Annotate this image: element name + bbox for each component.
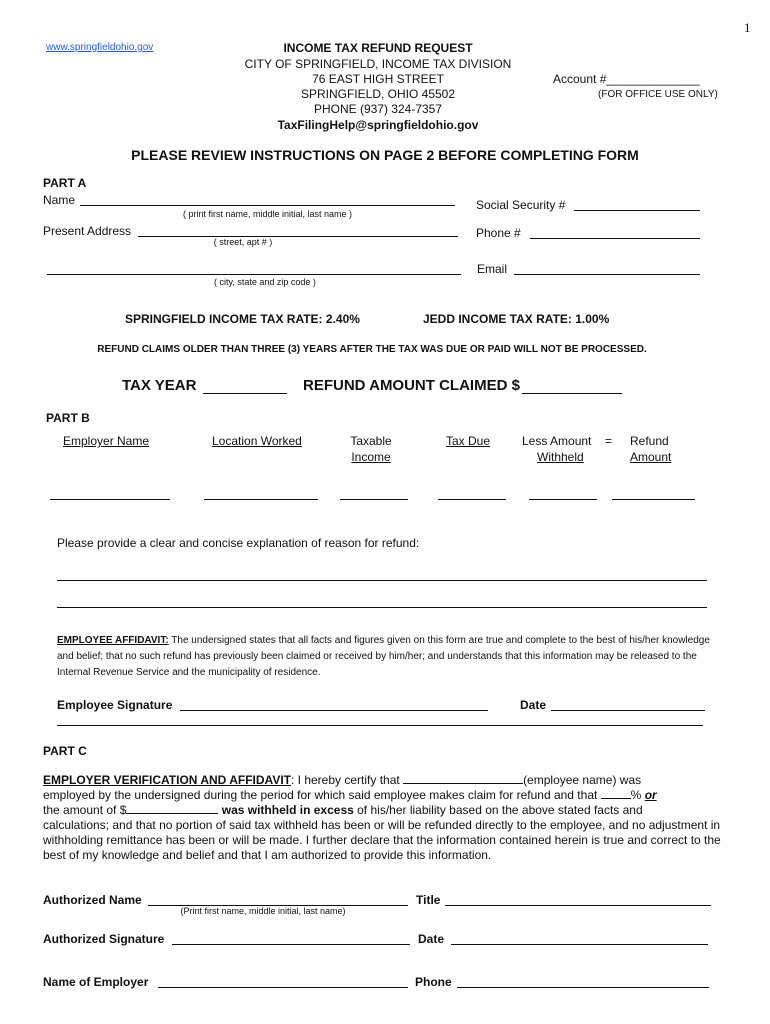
explanation-line-1[interactable] [57,580,707,581]
col-less-1: Less Amount [522,434,592,448]
authorized-signature-input[interactable] [172,944,410,945]
verification-line3-b: of his/her liability based on the above stated facts and [353,803,643,817]
employer-name-label: Name of Employer [43,975,149,989]
verification-or: or [644,788,657,802]
account-number-field[interactable]: Account #______________ [553,72,700,86]
affidavit-heading: EMPLOYEE AFFIDAVIT: [57,635,169,646]
city-hint: ( city, state and zip code ) [214,277,316,287]
employer-date-label: Date [418,932,445,946]
employee-date-label: Date [520,698,547,712]
affidavit-text: The undersigned states that all facts and figures given on this form are true and complete to the best of his/her knowledge and belief; that no such refund has previously been claimed or received by him/her; and understands that this information may be released to the Internal Revenue Service and the municipality of residence. [57,635,710,678]
ssn-input[interactable] [574,210,700,211]
division-street: 76 EAST HIGH STREET [312,72,444,86]
withheld-input[interactable] [529,499,597,500]
employer-date-input[interactable] [451,944,708,945]
verification-heading: EMPLOYER VERIFICATION AND AFFIDAVIT [43,773,291,787]
employer-name-input[interactable] [50,499,170,500]
employer-verification [43,773,733,863]
percent-blank[interactable] [601,788,631,799]
employee-affidavit [57,633,712,681]
division-email: TaxFilingHelp@springfieldohio.gov [277,118,479,132]
city-input[interactable] [47,274,461,275]
ssn-label: Social Security # [476,198,566,212]
part-b-heading: PART B [46,411,90,425]
refund-claimed-label: REFUND AMOUNT CLAIMED $ [303,377,520,394]
col-equals: = [605,434,613,448]
col-taxable-2: Income [351,450,391,464]
part-a-heading: PART A [43,176,87,190]
title-input[interactable] [445,905,711,906]
division-name: CITY OF SPRINGFIELD, INCOME TAX DIVISION [244,57,512,71]
col-less-2: Withheld [537,450,584,464]
email-label: Email [477,262,508,276]
employee-date-input[interactable] [551,710,705,711]
col-tax-due: Tax Due [446,434,491,448]
verification-line2-a: employed by the undersigned during the period for which said employee makes claim for refund and that [43,788,598,802]
employee-signature-input[interactable] [180,710,488,711]
col-taxable-1: Taxable [350,434,392,448]
verification-line3-a: the amount of $ [43,803,127,817]
explanation-prompt: Please provide a clear and concise explanation of reason for refund: [57,536,420,550]
employer-name-field[interactable] [158,987,408,988]
form-title: INCOME TAX REFUND REQUEST [283,41,473,55]
verification-rest: calculations; and that no portion of said tax withheld has been or will be refunded directly to the employee, and no adjustment in withholding remittance has been or will be made. I further declare that the information contained herein is true and correct to the best of my knowledge and belief and that I am authorized to provide this information. [43,818,721,862]
division-phone: PHONE (937) 324-7357 [313,102,443,116]
col-location-worked: Location Worked [212,434,302,448]
part-c-heading: PART C [43,744,87,758]
taxable-income-input[interactable] [340,499,408,500]
tax-due-input[interactable] [438,499,506,500]
website-link[interactable]: www.springfieldohio.gov [46,42,154,53]
page-number: 1 [744,20,751,35]
authorized-name-label: Authorized Name [43,893,142,907]
phone-label: Phone # [476,226,521,240]
street-hint: ( street, apt # ) [213,237,273,247]
old-claims-notice: REFUND CLAIMS OLDER THAN THREE (3) YEARS AFTER THE TAX WAS DUE OR PAID WILL NOT BE PROCESSED. [97,344,647,355]
verification-line3-bold: was withheld in excess [221,803,354,817]
col-employer-name: Employer Name [63,434,150,448]
employee-name-blank[interactable] [403,773,523,784]
authorized-signature-label: Authorized Signature [43,932,165,946]
col-refund-1: Refund [630,434,669,448]
refund-claimed-input[interactable] [522,393,622,394]
division-city: SPRINGFIELD, OHIO 45502 [300,87,456,101]
name-hint: ( print first name, middle initial, last name ) [182,209,353,219]
jedd-rate: JEDD INCOME TAX RATE: 1.00% [423,312,610,326]
tax-year-input[interactable] [203,393,287,394]
refund-amount-input[interactable] [612,499,695,500]
verification-line2-b: % [630,788,645,802]
name-label: Name [43,193,76,207]
employer-phone-input[interactable] [457,987,709,988]
title-label: Title [416,893,441,907]
tax-year-label: TAX YEAR [122,377,197,394]
instructions-heading: PLEASE REVIEW INSTRUCTIONS ON PAGE 2 BEFORE COMPLETING FORM [131,147,639,163]
verification-line1-b: (employee name) was [523,773,642,787]
employer-phone-label: Phone [415,975,452,989]
authorized-name-hint: (Print first name, middle initial, last name) [180,906,346,916]
section-divider [57,725,703,726]
phone-input[interactable] [530,238,700,239]
office-use-note: (FOR OFFICE USE ONLY) [598,89,718,100]
amount-blank[interactable] [126,803,218,814]
employee-signature-label: Employee Signature [57,698,173,712]
name-input[interactable] [80,205,455,206]
verification-line1-a: : I hereby certify that [291,773,400,787]
explanation-line-2[interactable] [57,607,707,608]
email-input[interactable] [514,274,700,275]
address-label: Present Address [43,224,132,238]
col-refund-2: Amount [630,450,672,464]
location-input[interactable] [204,499,318,500]
springfield-rate: SPRINGFIELD INCOME TAX RATE: 2.40% [125,312,360,326]
